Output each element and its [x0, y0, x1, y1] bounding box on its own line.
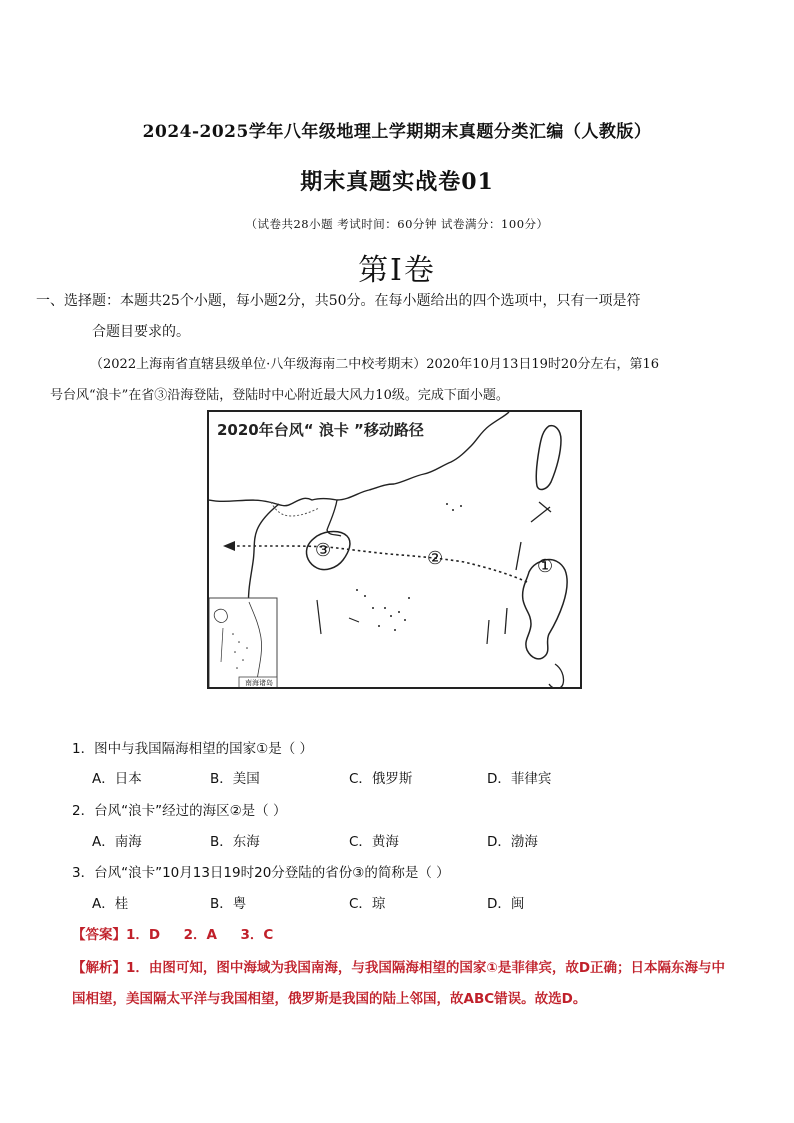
- section-heading: [36, 286, 720, 348]
- inset-label: 南海诸岛: [245, 679, 273, 687]
- analysis-block: [72, 953, 727, 1015]
- analysis-label: 【解析】: [72, 960, 126, 976]
- marker-3: ③: [315, 540, 332, 561]
- q3-option-d: D．闽: [487, 896, 525, 912]
- section-heading-line1: 一、选择题：本题共25个小题，每小题2分，共50分。在每小题给出的四个选项中，只有一项是符: [36, 293, 641, 309]
- marker-1: ①: [537, 556, 554, 577]
- q1-option-c: C．俄罗斯: [349, 771, 413, 787]
- map-title: 2020年台风“ 浪卡 ”移动路径: [217, 421, 424, 439]
- question-3-stem: 3．台风“浪卡”10月13日19时20分登陆的省份③的简称是（ ）: [72, 865, 450, 881]
- context-line1: （2022上海南省直辖县级单位·八年级海南二中校考期末）2020年10月13日19时20分左右，第16: [90, 357, 660, 372]
- q2-option-b: B．东海: [210, 834, 260, 850]
- q3-option-b: B．粤: [210, 896, 247, 912]
- answer-label: 【答案】: [72, 927, 126, 943]
- question-2-stem: 2．台风“浪卡”经过的海区②是（ ）: [72, 803, 287, 819]
- series-title: 2024-2025学年八年级地理上学期期末真题分类汇编（人教版）: [142, 122, 652, 142]
- question-1-stem: 1．图中与我国隔海相望的国家①是（ ）: [72, 741, 313, 757]
- q2-option-c: C．黄海: [349, 834, 399, 850]
- q3-option-a: A．桂: [92, 896, 129, 912]
- q2-option-d: D．渤海: [487, 834, 538, 850]
- q1-option-b: B．美国: [210, 771, 260, 787]
- context-line2: 号台风“浪卡”在省③沿海登陆，登陆时中心附近最大风力10级。完成下面小题。: [50, 388, 509, 403]
- exam-info: （试卷共28小题 考试时间：60分钟 试卷满分：100分）: [245, 217, 549, 231]
- q3-option-c: C．琼: [349, 896, 386, 912]
- answer-text: 1．D 2．A 3．C: [126, 927, 274, 943]
- answer-block: [72, 923, 273, 943]
- q1-option-d: D．菲律宾: [487, 771, 552, 787]
- map-drawing: [209, 412, 582, 689]
- main-title: 期末真题实战卷01: [300, 169, 494, 195]
- section-heading-line2: 合题目要求的。: [92, 324, 190, 340]
- question-context: [50, 349, 720, 411]
- volume-title: 第Ⅰ卷: [358, 253, 436, 288]
- marker-2: ②: [427, 548, 444, 569]
- q2-option-a: A．南海: [92, 834, 142, 850]
- q1-option-a: A．日本: [92, 771, 142, 787]
- typhoon-path-map: [207, 410, 582, 689]
- analysis-text: 1．由图可知，图中海域为我国南海，与我国隔海相望的国家①是菲律宾，故D正确；日本隔东海与中国相望，美国隔太平洋与我国相望，俄罗斯是我国的陆上邻国，故ABC错误。故选D。: [72, 960, 726, 1007]
